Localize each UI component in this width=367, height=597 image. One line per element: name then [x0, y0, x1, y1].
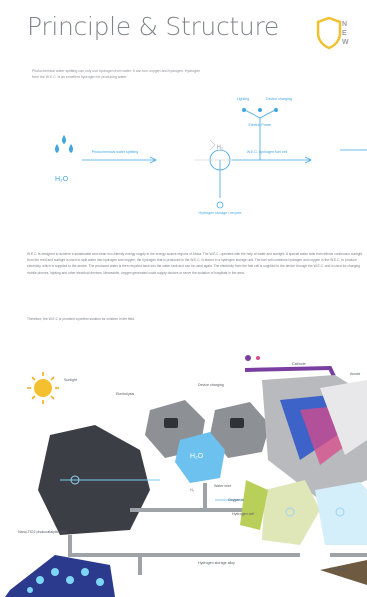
device-charging-label: Device charging — [266, 97, 292, 101]
intro-text: Photochemical water splitting can only use hydrogen from water; it can turn oxygen and hydrogen. Hydrogen from the W.E.C. is an excellent hydrogen for producing water. — [32, 69, 201, 79]
node-icon — [274, 108, 278, 112]
nano-tio2-label: Nano-TiO2 photocatalytic cells — [18, 530, 67, 534]
hydrogen-cell-panel — [315, 482, 367, 545]
description-paragraph: W.E.C. is designed to achieve a sustainable and clean eco-friendly energy supply in the energy-scarce regions of Africa. The W.E.C. operates with the help of water and sunlight. A special water tank that reflects continuous sunlight from the reed and sunlight is used to split water into hydrogen and oxygen; the hydrogen that is produced in the W.E.C. is stored in a hydrogen storage unit. The fuel cell combines hydrogen and oxygen in the W.E.C. to produce electricity, which is supplied to the device. The produced water is then recycled back into the water tank and can be used again. The electricity from the fuel cell is supplied to the device through the W.E.C. and is used for charging mobile phones, lighting and other electrical devices. Meanwhile, oxygen generated could supply doctors or serve the isolation of hospitals in the area. — [27, 252, 363, 275]
device-illustration — [0, 340, 367, 597]
shield-logo-icon — [316, 16, 342, 50]
logo-letter: W — [342, 39, 349, 46]
oxygen-in-label: Oxygen in — [228, 498, 245, 502]
logo-letter: N — [342, 21, 348, 28]
electric-power-label: Electric Power — [248, 123, 272, 127]
node-icon — [242, 108, 246, 112]
logo-wordmark — [342, 20, 367, 48]
node-icon — [258, 108, 262, 112]
page-title: Principle & Structure — [27, 12, 279, 41]
hydrogen-cell-label: Hydrogen cell — [232, 512, 254, 516]
water-label: H₂O — [55, 176, 69, 183]
anode-label: Anode — [350, 372, 361, 376]
conclusion-text: Therefore, the W.E.C is provided a perfect solution for children in the field. — [27, 317, 135, 321]
electrolysis-label: Electrolysis — [116, 392, 135, 396]
electrolyte-label: Electrolyte — [330, 567, 347, 571]
device-charging-label: Device charging — [198, 383, 224, 387]
storage-label: Hydrogen storage / recycle — [198, 211, 242, 215]
hydrogen-storage-alloy-label: Hydrogen storage alloy — [198, 561, 235, 565]
process-diagram — [0, 80, 367, 240]
water-tank-label: H₂ — [190, 488, 194, 492]
water-label-illustration: H₂O — [190, 453, 204, 460]
sun-icon — [27, 372, 59, 404]
hydrogen-symbol: H₂ — [216, 145, 224, 151]
node-icon — [217, 202, 223, 208]
honeycomb-cells — [5, 555, 115, 597]
logo-letter: E — [342, 30, 347, 37]
cathode-label: Cathode — [292, 362, 306, 366]
sunlight-label: Sunlight — [64, 378, 77, 382]
water-inlet-label: Water inlet — [214, 484, 232, 488]
fuel-cell-label: W.E.C. hydrogen fuel cell — [246, 150, 288, 154]
photochemical-label: Photochemical water splitting — [91, 150, 139, 154]
water-drops-icon — [55, 135, 73, 153]
lighting-label: Lighting — [236, 97, 250, 101]
